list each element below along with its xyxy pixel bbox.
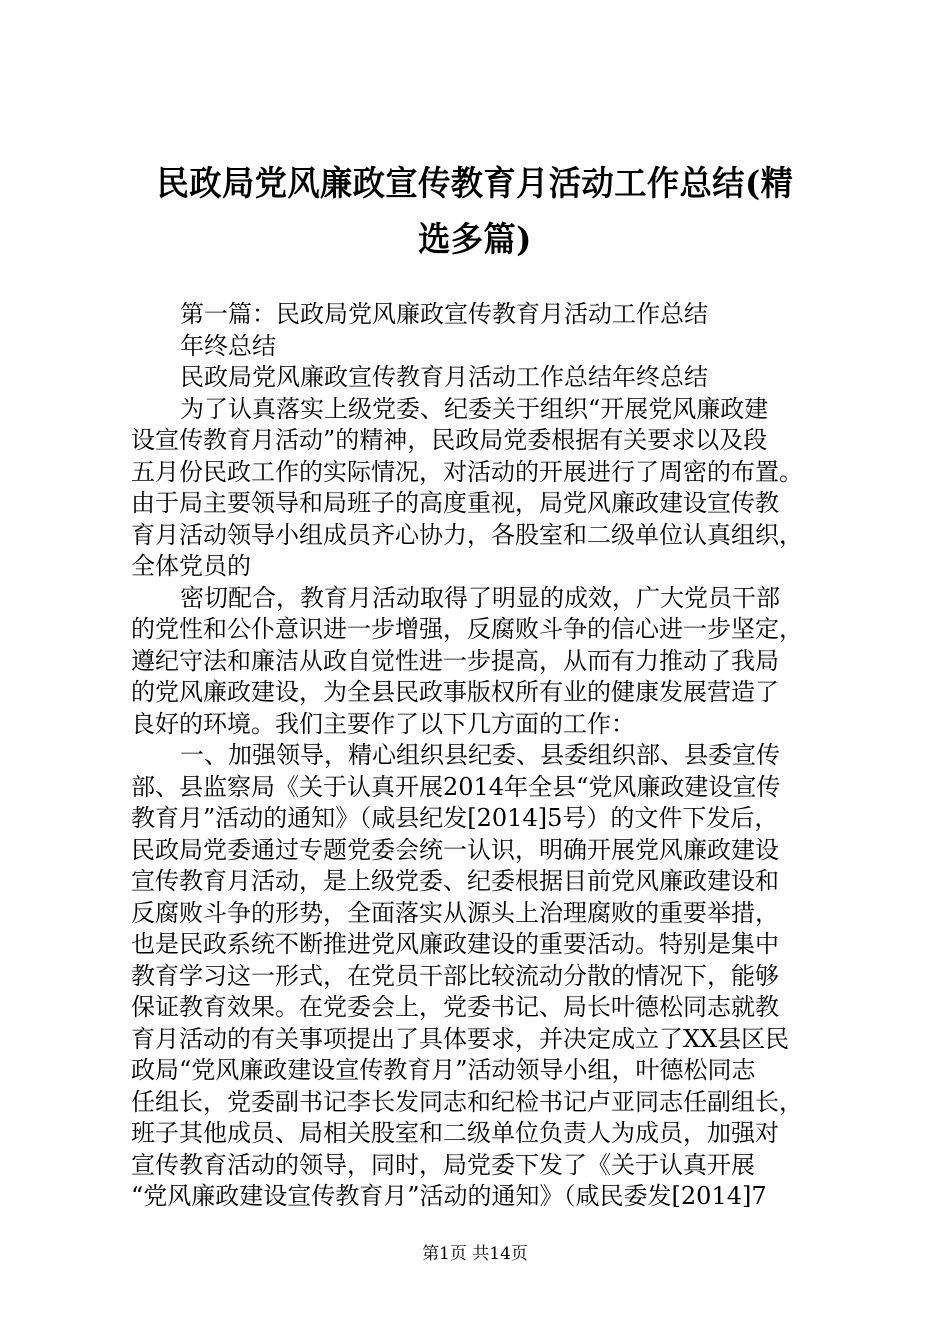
document-title-line-2: 选多篇) xyxy=(418,220,532,260)
body-line: 班子其他成员、局相关股室和二级单位负责人为成员，加强对 xyxy=(131,1119,779,1147)
body-line: 良好的环境。我们主要作了以下几方面的工作： xyxy=(131,710,635,738)
body-line: 五月份民政工作的实际情况，对活动的开展进行了周密的布置。 xyxy=(131,458,803,486)
body-line: 年终总结 xyxy=(180,332,276,360)
body-line: 教育月”活动的通知》（咸县纪发[2014]5号）的文件下发后， xyxy=(131,804,779,832)
body-line: 宣传教育活动的领导，同时，局党委下发了《关于认真开展 xyxy=(131,1151,755,1179)
body-line: 第一篇：民政局党风廉政宣传教育月活动工作总结 xyxy=(180,300,708,328)
document-title-line-1: 民政局党风廉政宣传教育月活动工作总结(精 xyxy=(156,164,794,204)
body-line: 宣传教育月活动，是上级党委、纪委根据目前党风廉政建设和 xyxy=(131,867,779,895)
body-line: 育月活动领导小组成员齐心协力，各股室和二级单位认真组织， xyxy=(131,521,803,549)
body-line: 保证教育效果。在党委会上，党委书记、局长叶德松同志就教 xyxy=(131,993,779,1021)
body-line: 政局“党风廉政建设宣传教育月”活动领导小组，叶德松同志 xyxy=(131,1056,756,1084)
body-line: 遵纪守法和廉洁从政自觉性进一步提高，从而有力推动了我局 xyxy=(131,647,779,675)
body-line: 也是民政系统不断推进党风廉政建设的重要活动。特别是集中 xyxy=(131,930,779,958)
body-line: 的党风廉政建设，为全县民政事版权所有业的健康发展营造了 xyxy=(131,678,779,706)
body-line: 为了认真落实上级党委、纪委关于组织“开展党风廉政建 xyxy=(180,395,769,423)
body-line: 设宣传教育月活动”的精神，民政局党委根据有关要求以及段 xyxy=(131,426,768,454)
body-line: 部、县监察局《关于认真开展2014年全县“党风廉政建设宣传 xyxy=(131,773,781,801)
body-line: 教育学习这一形式，在党员干部比较流动分散的情况下，能够 xyxy=(131,962,779,990)
body-line: “党风廉政建设宣传教育月”活动的通知》（咸民委发[2014]7 xyxy=(131,1182,767,1210)
body-line: 一、加强领导，精心组织县纪委、县委组织部、县委宣传 xyxy=(180,741,780,769)
body-line: 由于局主要领导和局班子的高度重视，局党风廉政建设宣传教 xyxy=(131,489,779,517)
body-line: 民政局党委通过专题党委会统一认识，明确开展党风廉政建设 xyxy=(131,836,779,864)
body-line: 的党性和公仆意识进一步增强，反腐败斗争的信心进一步坚定， xyxy=(131,615,803,643)
body-line: 密切配合，教育月活动取得了明显的成效，广大党员干部 xyxy=(180,584,780,612)
body-line: 反腐败斗争的形势，全面落实从源头上治理腐败的重要举措， xyxy=(131,899,779,927)
body-line: 民政局党风廉政宣传教育月活动工作总结年终总结 xyxy=(180,363,708,391)
body-line: 育月活动的有关事项提出了具体要求，并决定成立了XX县区民 xyxy=(131,1025,790,1053)
body-line: 全体党员的 xyxy=(131,552,251,580)
page-footer: 第1页 共14页 xyxy=(422,1244,528,1264)
body-line: 任组长，党委副书记李长发同志和纪检书记卢亚同志任副组长， xyxy=(131,1088,803,1116)
